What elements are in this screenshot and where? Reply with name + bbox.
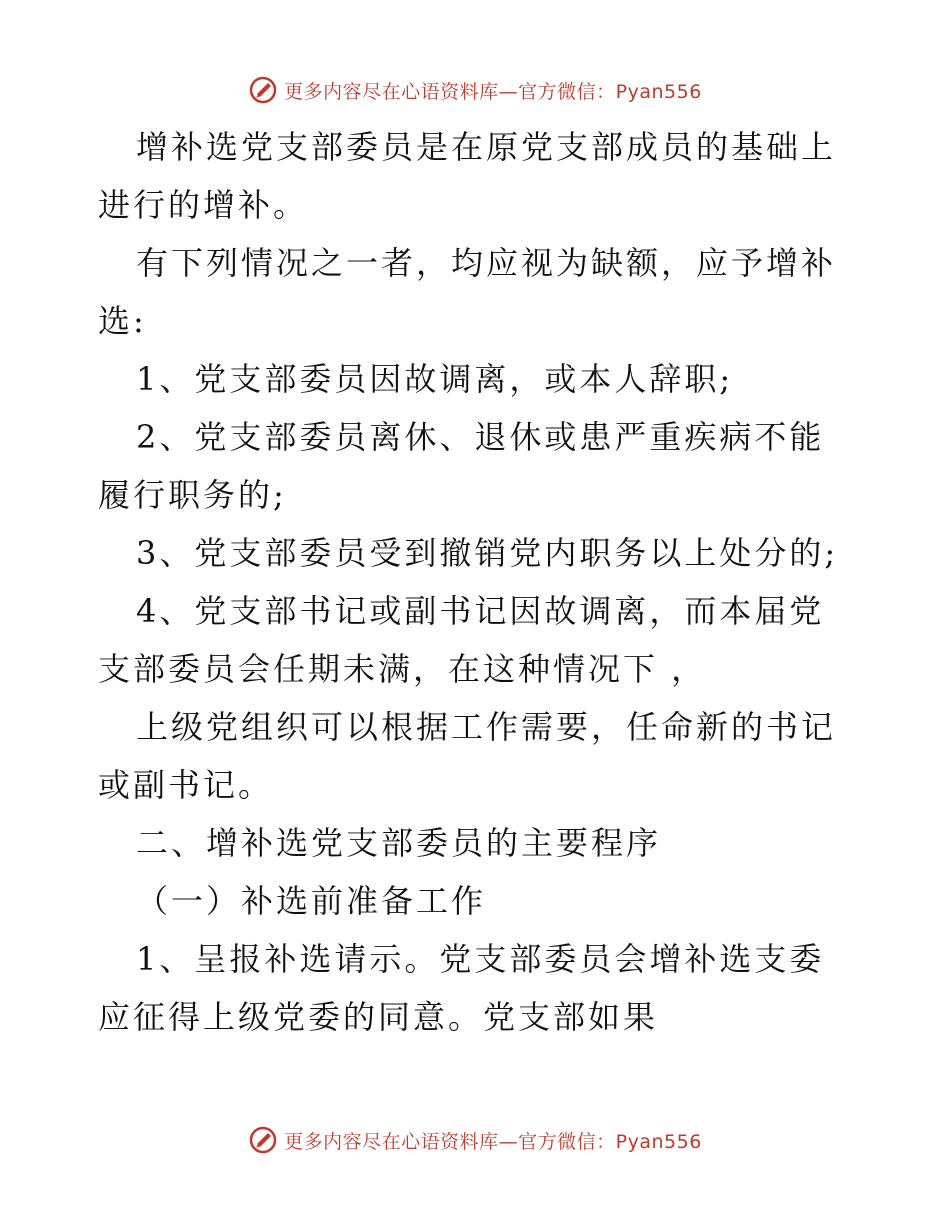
list-item: 2、党支部委员离休、退休或患严重疾病不能履行职务的; (98, 418, 825, 514)
brand-logo-icon (248, 75, 278, 105)
list-item: 1、党支部委员因故调离，或本人辞职; (136, 360, 734, 398)
paragraph: 上级党组织可以根据工作需要，任命新的书记或副书记。 (98, 708, 837, 804)
section-heading: 二、增补选党支部委员的主要程序 (136, 824, 662, 862)
watermark-text: 更多内容尽在心语资料库—官方微信：Pyan556 (284, 80, 702, 103)
list-item: 3、党支部委员受到撤销党内职务以上处分的; (136, 534, 839, 572)
subsection-heading: （一）补选前准备工作 (136, 882, 487, 920)
list-item: 1、呈报补选请示。党支部委员会增补选支委应征得上级党委的同意。党支部如果 (98, 940, 825, 1036)
watermark-footer (0, 1120, 950, 1160)
watermark-header (0, 70, 950, 110)
brand-logo-icon (248, 1125, 278, 1155)
document-body (98, 118, 858, 1046)
watermark-text: 更多内容尽在心语资料库—官方微信：Pyan556 (284, 1130, 702, 1153)
list-item: 4、党支部书记或副书记因故调离，而本届党支部委员会任期未满，在这种情况下 ， (98, 592, 825, 688)
paragraph: 增补选党支部委员是在原党支部成员的基础上进行的增补。 (98, 128, 837, 224)
paragraph: 有下列情况之一者，均应视为缺额，应予增补选: (98, 244, 837, 340)
